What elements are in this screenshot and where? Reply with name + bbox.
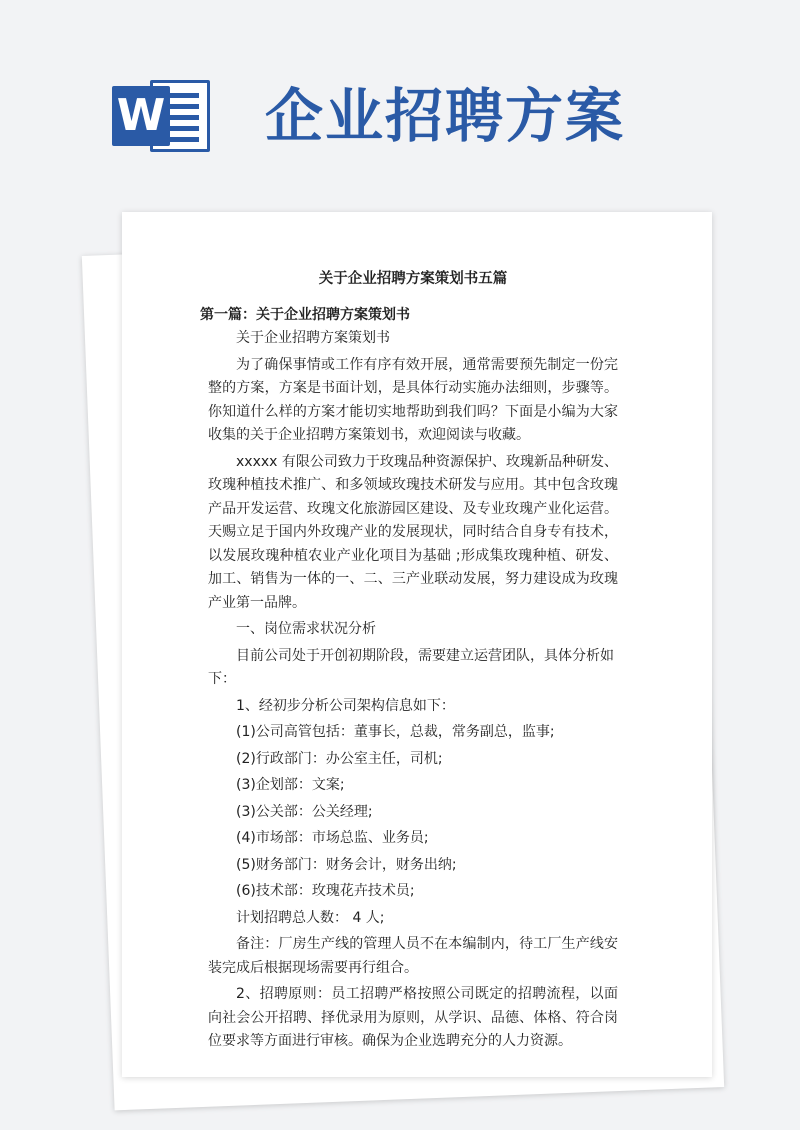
document-title: 关于企业招聘方案策划书五篇 [318, 271, 508, 287]
subsection-heading: 一、岗位需求状况分析 [236, 621, 376, 637]
word-icon-letter: W [112, 86, 170, 146]
paragraph: 为了确保事情或工作有序有效开展，通常需要预先制定一份完整的方案，方案是书面计划，是具体行动实施办法细则，步骤等。你知道什么样的方案才能切实地帮助到我们吗？下面是小编为大家收集的关于企业招聘方案策划书，欢迎阅读与收藏。 [208, 356, 618, 443]
list-item: 计划招聘总人数： 4 人; [236, 909, 385, 926]
document-page [122, 212, 712, 1077]
list-item: (3)企划部：文案; [236, 777, 345, 793]
header-banner [0, 0, 800, 200]
word-document-icon [112, 78, 212, 154]
list-item: (5)财务部门：财务会计，财务出纳; [236, 856, 457, 873]
document-content [200, 268, 618, 1057]
list-item: (2)行政部门：办公室主任，司机; [236, 750, 443, 767]
paragraph: 关于企业招聘方案策划书 [236, 330, 390, 346]
section-heading: 第一篇：关于企业招聘方案策划书 [200, 306, 410, 323]
banner-title: 企业招聘方案 [265, 82, 626, 150]
paragraph: 备注：厂房生产线的管理人员不在本编制内，待工厂生产线安装完成后根据现场需要再行组合。 [208, 936, 618, 976]
paragraph: 2、招聘原则：员工招聘严格按照公司既定的招聘流程，以面向社会公开招聘、择优录用为原则，从学识、品德、体格、符合岗位要求等方面进行审核。确保为企业选聘充分的人力资源。 [208, 986, 618, 1049]
paragraph: 目前公司处于开创初期阶段，需要建立运营团队，具体分析如下： [208, 647, 614, 687]
paragraph: xxxxx 有限公司致力于玫瑰品种资源保护、玫瑰新品种研发、玫瑰种植技术推广、和多领域玫瑰技术研发与应用。其中包含玫瑰产品开发运营、玫瑰文化旅游园区建设、及专业玫瑰产业化运营。天赐立足于国内外玫瑰产业的发展现状，同时结合自身专有技术，以发展玫瑰种植农业产业化项目为基础 ;形成集玫瑰种植、研发、加工、销售为一体的一、二、三产业联动发展，努力建设成为玫瑰产业第一品牌。 [208, 453, 618, 611]
list-item: (1)公司高管包括：董事长，总裁，常务副总，监事; [236, 724, 555, 740]
list-item: (6)技术部：玫瑰花卉技术员; [236, 883, 415, 899]
list-item: (3)公关部：公关经理; [236, 803, 373, 820]
list-item: (4)市场部：市场总监、业务员; [236, 830, 429, 846]
list-item: 1、经初步分析公司架构信息如下： [236, 697, 455, 714]
